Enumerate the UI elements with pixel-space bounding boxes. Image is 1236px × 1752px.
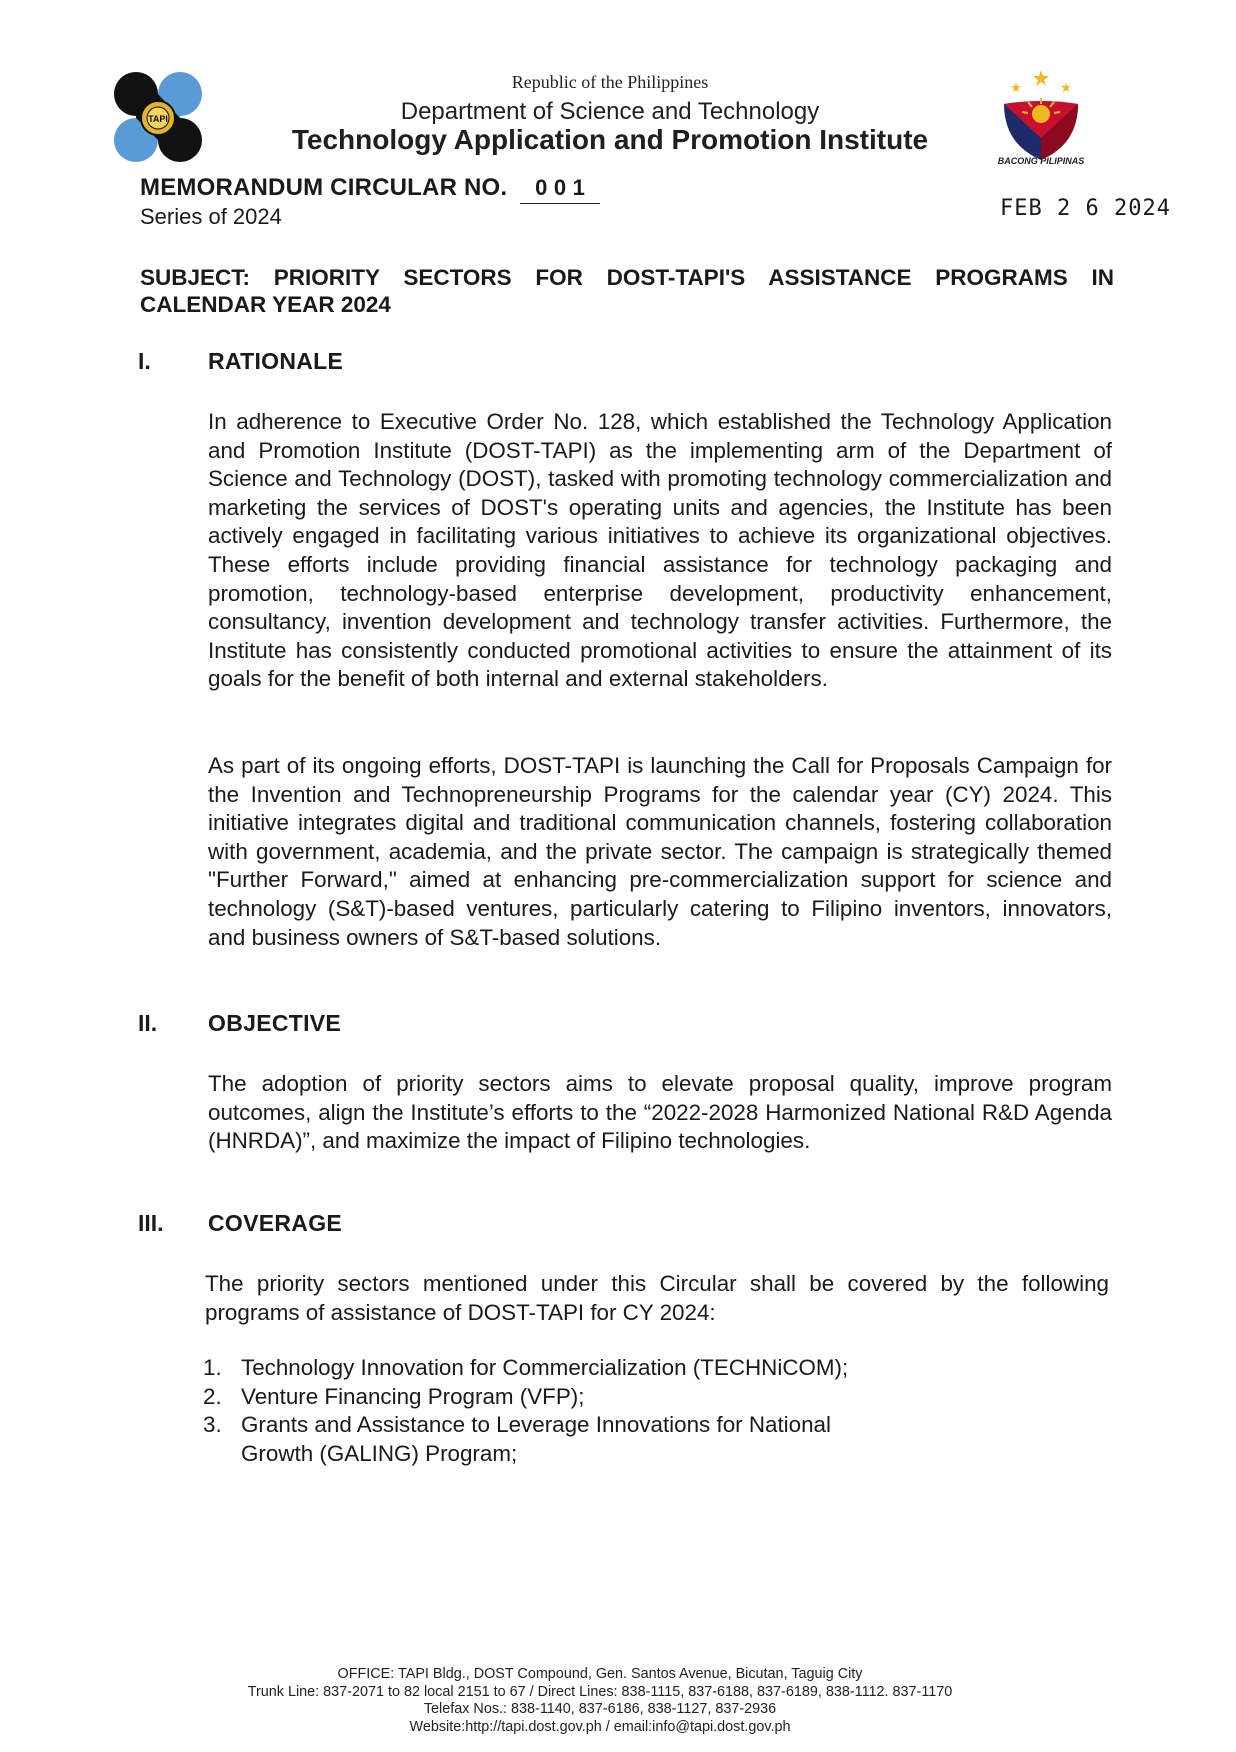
republic-heading: Republic of the Philippines (511, 72, 709, 92)
section-number-3: III. (138, 1210, 164, 1236)
department-heading: Department of Science and Technology (400, 98, 820, 125)
memo-label: MEMORANDUM CIRCULAR NO. (140, 174, 508, 201)
list-item-text: Grants and Assistance to Leverage Innovations for National Growth (GALING) Program; (241, 1412, 831, 1466)
coverage-paragraph: The priority sectors mentioned under this Circular shall be covered by the following programs of assistance of DOST-TAPI for CY 2024: (205, 1271, 1109, 1325)
subject-line: SUBJECT: PRIORITY SECTORS FOR DOST-TAPI'S ASSISTANCE PROGRAMS IN CALENDAR YEAR 2024 (140, 265, 1114, 317)
memo-date-stamp: FEB 2 6 2024 (1000, 196, 1171, 221)
section-title-coverage: COVERAGE (208, 1210, 343, 1236)
section-title-objective: OBJECTIVE (208, 1010, 342, 1036)
tapi-logo-text: TAPI (148, 114, 168, 124)
section-title-rationale: RATIONALE (208, 348, 344, 374)
list-item-number: 3. (203, 1412, 222, 1437)
list-item-text: Venture Financing Program (VFP); (241, 1383, 585, 1409)
list-item-text: Technology Innovation for Commercialization (TECHNiCOM); (241, 1355, 849, 1380)
footer-telefax: Telefax Nos.: 838-1140, 837-6186, 838-1127, 837-2936 (423, 1701, 777, 1717)
list-item (203, 1411, 1103, 1468)
objective-paragraph: The adoption of priority sectors aims to elevate proposal quality, improve program outcomes, align the Institute’s efforts to the “2022-2028 Harmonized National R&D Agenda (HNRDA)”, and maximize the impact of Filipino technologies. (208, 1071, 1112, 1154)
institute-heading: Technology Application and Promotion Institute (291, 124, 929, 155)
rationale-paragraph-1: In adherence to Executive Order No. 128, which established the Technology Application and Promotion Institute (DOST-TAPI) as the implementing arm of the Department of Science and Technology (DOST), tasked with promoting technology commercialization and marketing the services of DOST's operating units and agencies, the Institute has been actively engaged in facilitating various initiatives to achieve its organizational objectives. These efforts include providing financial assistance for technology packaging and promotion, technology-based enterprise development, productivity enhancement, consultancy, invention development and technology transfer activities. Furthermore, the Institute has consistently conducted promotional activities to ensure the attainment of its goals for the benefit of both internal and external stakeholders. (208, 409, 1112, 692)
memo-series: Series of 2024 (140, 204, 282, 229)
footer-website-email: Website:http://tapi.dost.gov.ph / email:info@tapi.dost.gov.ph (409, 1718, 791, 1735)
list-item-number: 2. (203, 1383, 222, 1409)
list-item-number: 1. (203, 1355, 222, 1380)
footer-trunk-line: Trunk Line: 837-2071 to 82 local 2151 to 67 / Direct Lines: 838-1115, 837-6188, 837-6189, 838-1112. 837-1170 (247, 1683, 953, 1700)
coverage-program-list (203, 1354, 1103, 1468)
memo-number: 0 0 1 (520, 175, 600, 204)
section-number-2: II. (138, 1010, 158, 1036)
list-item (203, 1354, 1103, 1383)
bagong-pilipinas-caption: BACONG PILIPINAS (997, 156, 1085, 166)
rationale-paragraph-2: As part of its ongoing efforts, DOST-TAPI is launching the Call for Proposals Campaign for the Invention and Technopreneurship Programs for the calendar year (CY) 2024. This initiative integrates digital and traditional communication channels, fostering collaboration with government, academia, and the private sector. The campaign is strategically themed "Further Forward," aimed at enhancing pre-commercialization support for science and technology (S&T)-based ventures, particularly catering to Filipino inventors, innovators, and business owners of S&T-based solutions. (208, 753, 1112, 950)
section-number-1: I. (138, 348, 151, 374)
list-item (203, 1383, 1103, 1412)
memo-circular-line (140, 174, 600, 204)
footer-office: OFFICE: TAPI Bldg., DOST Compound, Gen. Santos Avenue, Bicutan, Taguig City (337, 1666, 863, 1682)
page-footer (0, 1666, 1200, 1736)
